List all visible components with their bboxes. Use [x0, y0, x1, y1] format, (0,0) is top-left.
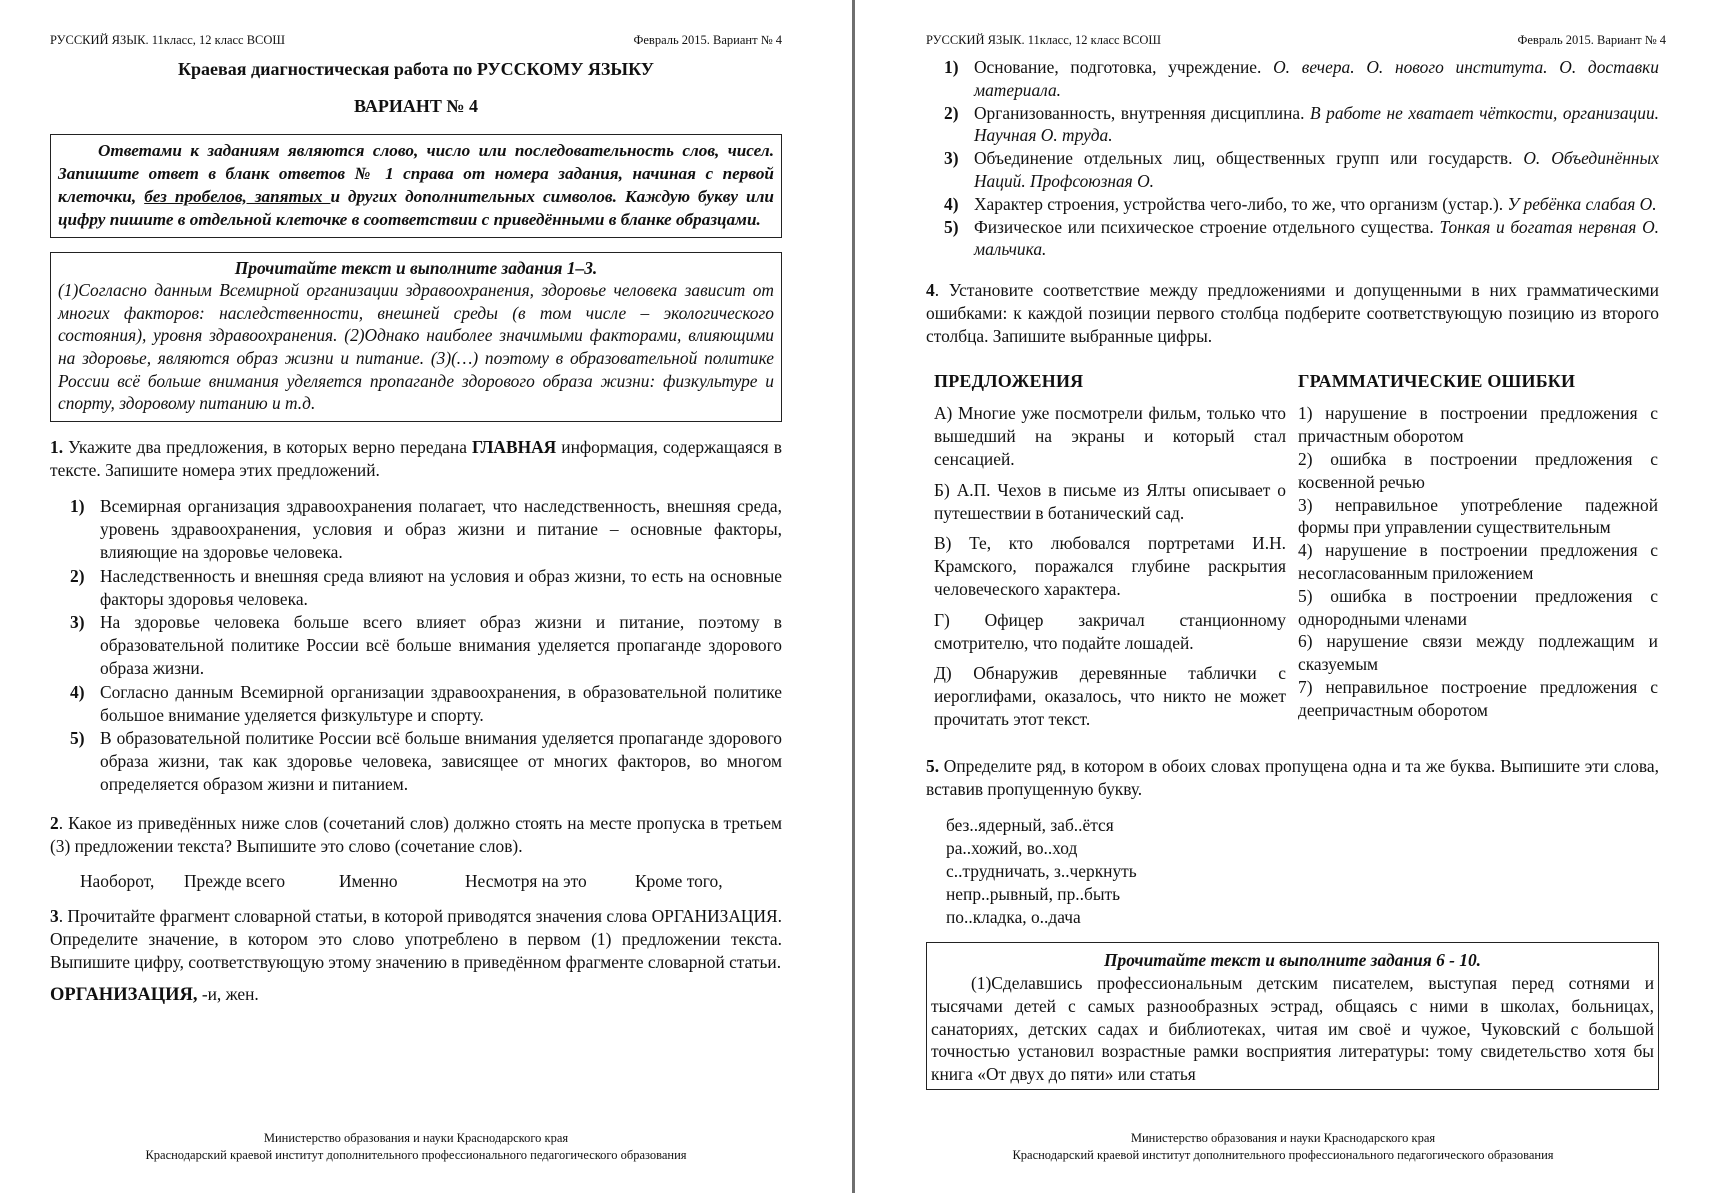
- task-2: [50, 812, 782, 858]
- option-item: 4) Согласно данным Всемирной организации здравоохранения, в образовательной политике большое внимание уделяется физкультуре и спорту.: [70, 681, 782, 725]
- task-4-text: . Установите соответствие между предложениями и допущенными в них грамматическими ошибками: к каждой позиции первого столбца подберите соответствующую позицию из второго столбца. Запишите выбранные цифры.: [926, 280, 1659, 346]
- meaning-item: 5) Физическое или психическое строение отдельного существа. Тонкая и богатая нервная О. мальчика.: [944, 216, 1659, 260]
- word-option: Кроме того,: [635, 871, 723, 892]
- sentences-column: [926, 370, 1298, 739]
- meaning-item: 3) Объединение отдельных лиц, общественных групп или государств. О. Объединённых Наций. Профсоюзная О.: [944, 148, 1659, 191]
- sentence-item: Б) А.П. Чехов в письме из Ялты описывает о путешествии в ботанический сад.: [934, 479, 1286, 523]
- footer-ministry: Министерство образования и науки Краснодарского края: [263, 1131, 569, 1145]
- instructions-text-a: Ответами к заданиям являются слово, число или последовательность слов, чисел. Запишите ответ в бланк ответов № 1 справа от номера задания, начиная с первой клеточки,: [58, 140, 774, 206]
- sentence-item: А) Многие уже посмотрели фильм, только что вышедший на экраны и который стал сенсацией.: [934, 403, 1286, 469]
- header-subject: РУССКИЙ ЯЗЫК. 11класс, 12 класс ВСОШ: [50, 33, 286, 47]
- word-row: непр..рывный, пр..быть: [946, 883, 1121, 904]
- sentence-item: Г) Офицер закричал станционному смотрителю, что подайте лошадей.: [934, 609, 1286, 653]
- word-row: ра..хожий, во..ход: [946, 838, 1078, 859]
- errors-column: [1298, 370, 1658, 739]
- dictionary-meanings: [926, 56, 1659, 261]
- meaning-item: 2) Организованность, внутренняя дисциплина. В работе не хватает чёткости, организации. Научная О. труда.: [944, 102, 1659, 146]
- option-item: 3) На здоровье человека больше всего влияет образ жизни и питание, поэтому в образовательной политике России всё больше внимания уделяется пропаганде здорового образа жизни.: [70, 612, 782, 678]
- reading-text: (1)Согласно данным Всемирной организации здравоохранения, здоровье человека зависит от многих факторов: наследственности, внешней среды (в том числе – экологического состояния), уровня здравоохранения. (2)Однако наиболее значимыми факторами, влияющими на здоровье, являются образ жизни и питание. (3)(…) поэтому в образовательной политике России всё больше внимания уделяется пропаганде здорового образа жизни: физкультуре и спорту, здоровому питанию и т.д.: [58, 280, 774, 414]
- error-item: 6) нарушение связи между подлежащим и сказуемым: [1298, 631, 1658, 675]
- task-2-text: . Какое из приведённых ниже слов (сочетаний слов) должно стоять на месте пропуска в третьем (3) предложении текста? Выпишите это слово (сочетание слов).: [50, 812, 782, 856]
- task-2-number: 2: [50, 812, 59, 833]
- reading-text-2: (1)Сделавшись профессиональным детским писателем, выступая перед сотнями и тысячами детей с самых разнообразных эстрад, общаясь с ними в школах, больницах, санаториях, детских садах и библиотеках, читая им своё и чужое, Чуковский с большой точностью установил возрастные рамки восприятия литературы: тому свидетельство хотя бы книга «От двух до пяти» или статья: [931, 973, 1654, 1085]
- instructions-box: [50, 134, 782, 238]
- error-item: 7) неправильное построение предложения с деепричастным оборотом: [1298, 676, 1658, 720]
- task-5-number: 5.: [926, 755, 940, 776]
- error-item: 5) ошибка в построении предложения с однородными членами: [1298, 585, 1658, 629]
- word-row: без..ядерный, заб..ётся: [946, 815, 1114, 836]
- header-date: Февраль 2015. Вариант № 4: [1517, 33, 1666, 47]
- reading-text-box-2: [926, 942, 1659, 1090]
- left-content: [50, 56, 782, 1007]
- task-4: [926, 279, 1659, 347]
- left-page: [0, 0, 852, 1193]
- option-item: 1) Всемирная организация здравоохранения полагает, что наследственность, внешняя среда, уровень здравоохранения, условия и образ жизни и питание – основные факторы, влияющие на здоровье человека.: [70, 496, 782, 562]
- page-title: Краевая диагностическая работа по РУССКОМУ ЯЗЫКУ: [177, 59, 655, 79]
- instructions-underlined: без пробелов, запятых: [144, 186, 331, 206]
- task-5-word-rows: [946, 814, 1659, 928]
- sentence-item: Д) Обнаружив деревянные таблички с иероглифами, оказалось, что никто не может прочитать этот текст.: [934, 663, 1286, 729]
- option-item: 2) Наследственность и внешняя среда влияют на условия и образ жизни, то есть на основные факторы здоровья человека.: [70, 565, 782, 609]
- meaning-item: 4) Характер строения, устройства чего-либо, то же, что организм (устар.). У ребёнка слабая О.: [944, 193, 1657, 214]
- dictionary-lemma: [50, 983, 782, 1007]
- reading-title: Прочитайте текст и выполните задания 1–3.: [234, 257, 598, 278]
- footer-institute: Краснодарский краевой институт дополнительного профессионального педагогического образования: [145, 1148, 687, 1162]
- reading-title-2: Прочитайте текст и выполните задания 6 - 10.: [1103, 950, 1482, 971]
- matching-table: [926, 370, 1659, 739]
- option-item: 5) В образовательной политике России всё больше внимания уделяется пропаганде здорового образа жизни, так как здоровье человека, зависящее от многих факторов, во многом определяется образом жизни и питанием.: [70, 728, 782, 794]
- task-4-number: 4: [926, 280, 935, 301]
- task-1-text-c: информация, содержащаяся в тексте. Запишите номера этих предложений.: [50, 436, 782, 480]
- header-date: Февраль 2015. Вариант № 4: [633, 33, 782, 47]
- error-item: 3) неправильное употребление падежной формы при управлении существительным: [1298, 494, 1658, 538]
- error-item: 1) нарушение в построении предложения с причастным оборотом: [1298, 403, 1658, 447]
- error-item: 4) нарушение в построении предложения с несогласованным приложением: [1298, 540, 1658, 583]
- task-1: [50, 436, 782, 482]
- word-option: Именно: [339, 871, 398, 892]
- task-3-number: 3: [50, 906, 59, 927]
- task-1-number: 1.: [50, 436, 64, 457]
- reading-text-box: [50, 252, 782, 422]
- task-3-text: . Прочитайте фрагмент словарной статьи, в которой приводятся значения слова ОРГАНИЗАЦИЯ. Определите значение, в котором это слово употреблено в первом (1) предложении текста. Выпишите цифру, соответствующую этому значению в приведённом фрагменте словарной статьи.: [50, 906, 782, 972]
- task-5-text: Определите ряд, в котором в обоих словах пропущена одна и та же буква. Выпишите эти слова, вставив пропущенную букву.: [926, 755, 1659, 799]
- meaning-item: 1) Основание, подготовка, учреждение. О. вечера. О. нового института. О. доставки материала.: [944, 57, 1659, 100]
- word-row: по..кладка, о..дача: [946, 906, 1081, 927]
- error-item: 2) ошибка в построении предложения с косвенной речью: [1298, 448, 1658, 492]
- task-1-emphasis: ГЛАВНАЯ: [472, 436, 557, 457]
- word-option: Наоборот,: [80, 871, 155, 892]
- footer: [856, 1130, 1710, 1164]
- task-5: [926, 755, 1659, 801]
- word-row: с..трудничать, з..черкнуть: [946, 860, 1137, 881]
- errors-header: ГРАММАТИЧЕСКИЕ ОШИБКИ: [1298, 370, 1576, 391]
- sentence-item: В) Те, кто любовался портретами И.Н. Крамского, поражался глубине раскрытия человеческого характера.: [934, 533, 1286, 599]
- footer-ministry: Министерство образования и науки Краснодарского края: [1130, 1131, 1436, 1145]
- word-option: Несмотря на это: [465, 871, 587, 892]
- task-3: [50, 905, 782, 973]
- right-content: [926, 56, 1659, 1090]
- lemma-word: ОРГАНИЗАЦИЯ,: [50, 985, 198, 1006]
- task-1-options: [50, 495, 782, 795]
- word-option: Прежде всего: [184, 871, 286, 892]
- footer: [0, 1130, 832, 1164]
- task-2-word-options: [80, 870, 782, 893]
- right-page: [856, 0, 1710, 1193]
- header-subject: РУССКИЙ ЯЗЫК. 11класс, 12 класс ВСОШ: [926, 33, 1162, 47]
- lemma-grammar: -и, жен.: [197, 984, 259, 1005]
- sentences-header: ПРЕДЛОЖЕНИЯ: [934, 370, 1084, 391]
- page-divider: [852, 0, 855, 1193]
- task-1-text-a: Укажите два предложения, в которых верно передана: [68, 436, 473, 457]
- instructions-text-b: и других дополнительных символов. Каждую букву или цифру пишите в отдельной клеточке в соответствии с приведёнными в бланке образцами.: [58, 186, 774, 229]
- footer-institute: Краснодарский краевой институт дополнительного профессионального педагогического образования: [1012, 1148, 1554, 1162]
- variant-title: ВАРИАНТ № 4: [354, 95, 478, 116]
